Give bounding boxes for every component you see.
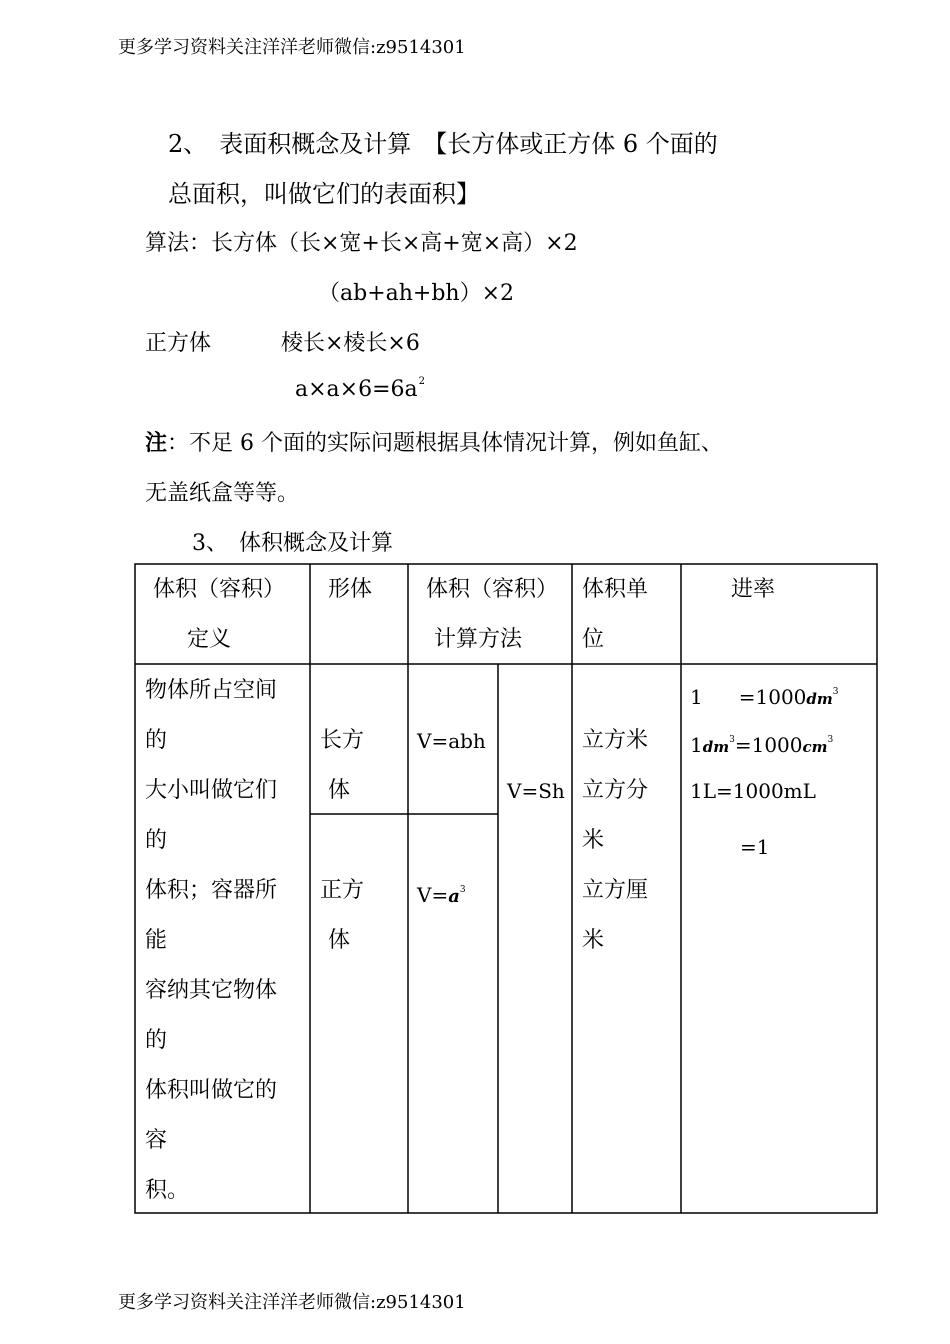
definition-line: 的 (145, 1028, 168, 1053)
definition-line: 积。 (145, 1178, 190, 1203)
definition-line: 的 (145, 828, 168, 853)
header-definition-line2: 定义 (187, 627, 232, 652)
unit-cubic-centimeter-line1: 立方厘 (582, 878, 649, 903)
rate2-exponent: 3 (729, 735, 735, 745)
page-header: 更多学习资料关注洋洋老师微信:z9514301 (118, 37, 466, 58)
note-text: ：不足 6 个面的实际问题根据具体情况计算，例如鱼缸、 (167, 431, 724, 456)
rate1-prefix: 1 (690, 685, 703, 709)
note-line2: 无盖纸盒等等。 (145, 481, 300, 506)
note-line1 (145, 426, 723, 457)
rate-line1 (690, 672, 839, 727)
rate2-unit: dm (702, 738, 730, 756)
rate2-exponent2: 3 (827, 735, 834, 745)
cube-formula-short (295, 377, 424, 402)
shape-cube-line1: 正方 (320, 878, 365, 903)
definition-line: 容 (145, 1128, 168, 1153)
header-method-line2: 计算方法 (434, 627, 523, 652)
shape-cuboid-line2: 体 (328, 778, 351, 803)
shape-cube-line2: 体 (328, 928, 351, 953)
rate2-unit2: cm (802, 738, 828, 756)
cube-formula-exponent: 2 (418, 376, 426, 387)
header-shape: 形体 (328, 577, 373, 602)
rate2-value: =1000 (734, 733, 803, 757)
section2-title-line2: 总面积，叫做它们的表面积】 (168, 180, 480, 208)
formula-general: V=Sh (507, 779, 565, 803)
formula-cube-var: a (448, 886, 460, 907)
formula-cuboid: V=abh (417, 729, 486, 753)
header-rate: 进率 (731, 577, 776, 602)
rate1-exponent: 3 (832, 687, 839, 697)
definition-line: 体积；容器所 (145, 878, 278, 903)
unit-cubic-centimeter-line2: 米 (582, 928, 605, 953)
section2-title-line1: 2、 表面积概念及计算 【长方体或正方体 6 个面的 (168, 130, 718, 158)
unit-cubic-decimeter-line2: 米 (582, 828, 605, 853)
cube-label: 正方体 (145, 331, 212, 356)
rate1-unit: dm (806, 690, 833, 708)
header-unit-line2: 位 (582, 627, 605, 652)
page-footer: 更多学习资料关注洋洋老师微信:z9514301 (118, 1292, 466, 1313)
surface-algo-line2: （ab+ah+bh）×2 (318, 281, 515, 306)
rate-line4: =1 (740, 835, 770, 859)
header-unit-line1: 体积单 (582, 577, 649, 602)
header-method-line1: 体积（容积） (426, 577, 559, 602)
surface-algo-line1: 算法：长方体（长×宽+长×高+宽×高）×2 (145, 231, 578, 256)
definition-line: 物体所占空间 (145, 678, 278, 703)
unit-cubic-meter: 立方米 (582, 728, 649, 753)
cube-formula-short-text: a×a×6=6a (295, 377, 418, 402)
unit-cubic-decimeter-line1: 立方分 (582, 778, 649, 803)
definition-line: 大小叫做它们 (145, 778, 278, 803)
definition-line: 容纳其它物体 (145, 978, 278, 1003)
cube-formula: 棱长×棱长×6 (281, 331, 420, 356)
section3-title: 3、 体积概念及计算 (192, 531, 393, 556)
rate1-value: =1000 (738, 685, 807, 709)
note-label: 注 (145, 430, 168, 456)
definition-line: 体积叫做它的 (145, 1078, 278, 1103)
rate2-prefix: 1 (690, 733, 703, 757)
definition-line: 的 (145, 728, 168, 753)
shape-cuboid-line1: 长方 (320, 728, 365, 753)
formula-cube (417, 870, 466, 925)
rate-line3: 1L=1000mL (690, 779, 816, 803)
formula-cube-prefix: V= (417, 883, 449, 907)
header-definition-line1: 体积（容积） (153, 577, 286, 602)
definition-line: 能 (145, 928, 168, 953)
formula-cube-exponent: 3 (459, 885, 466, 895)
